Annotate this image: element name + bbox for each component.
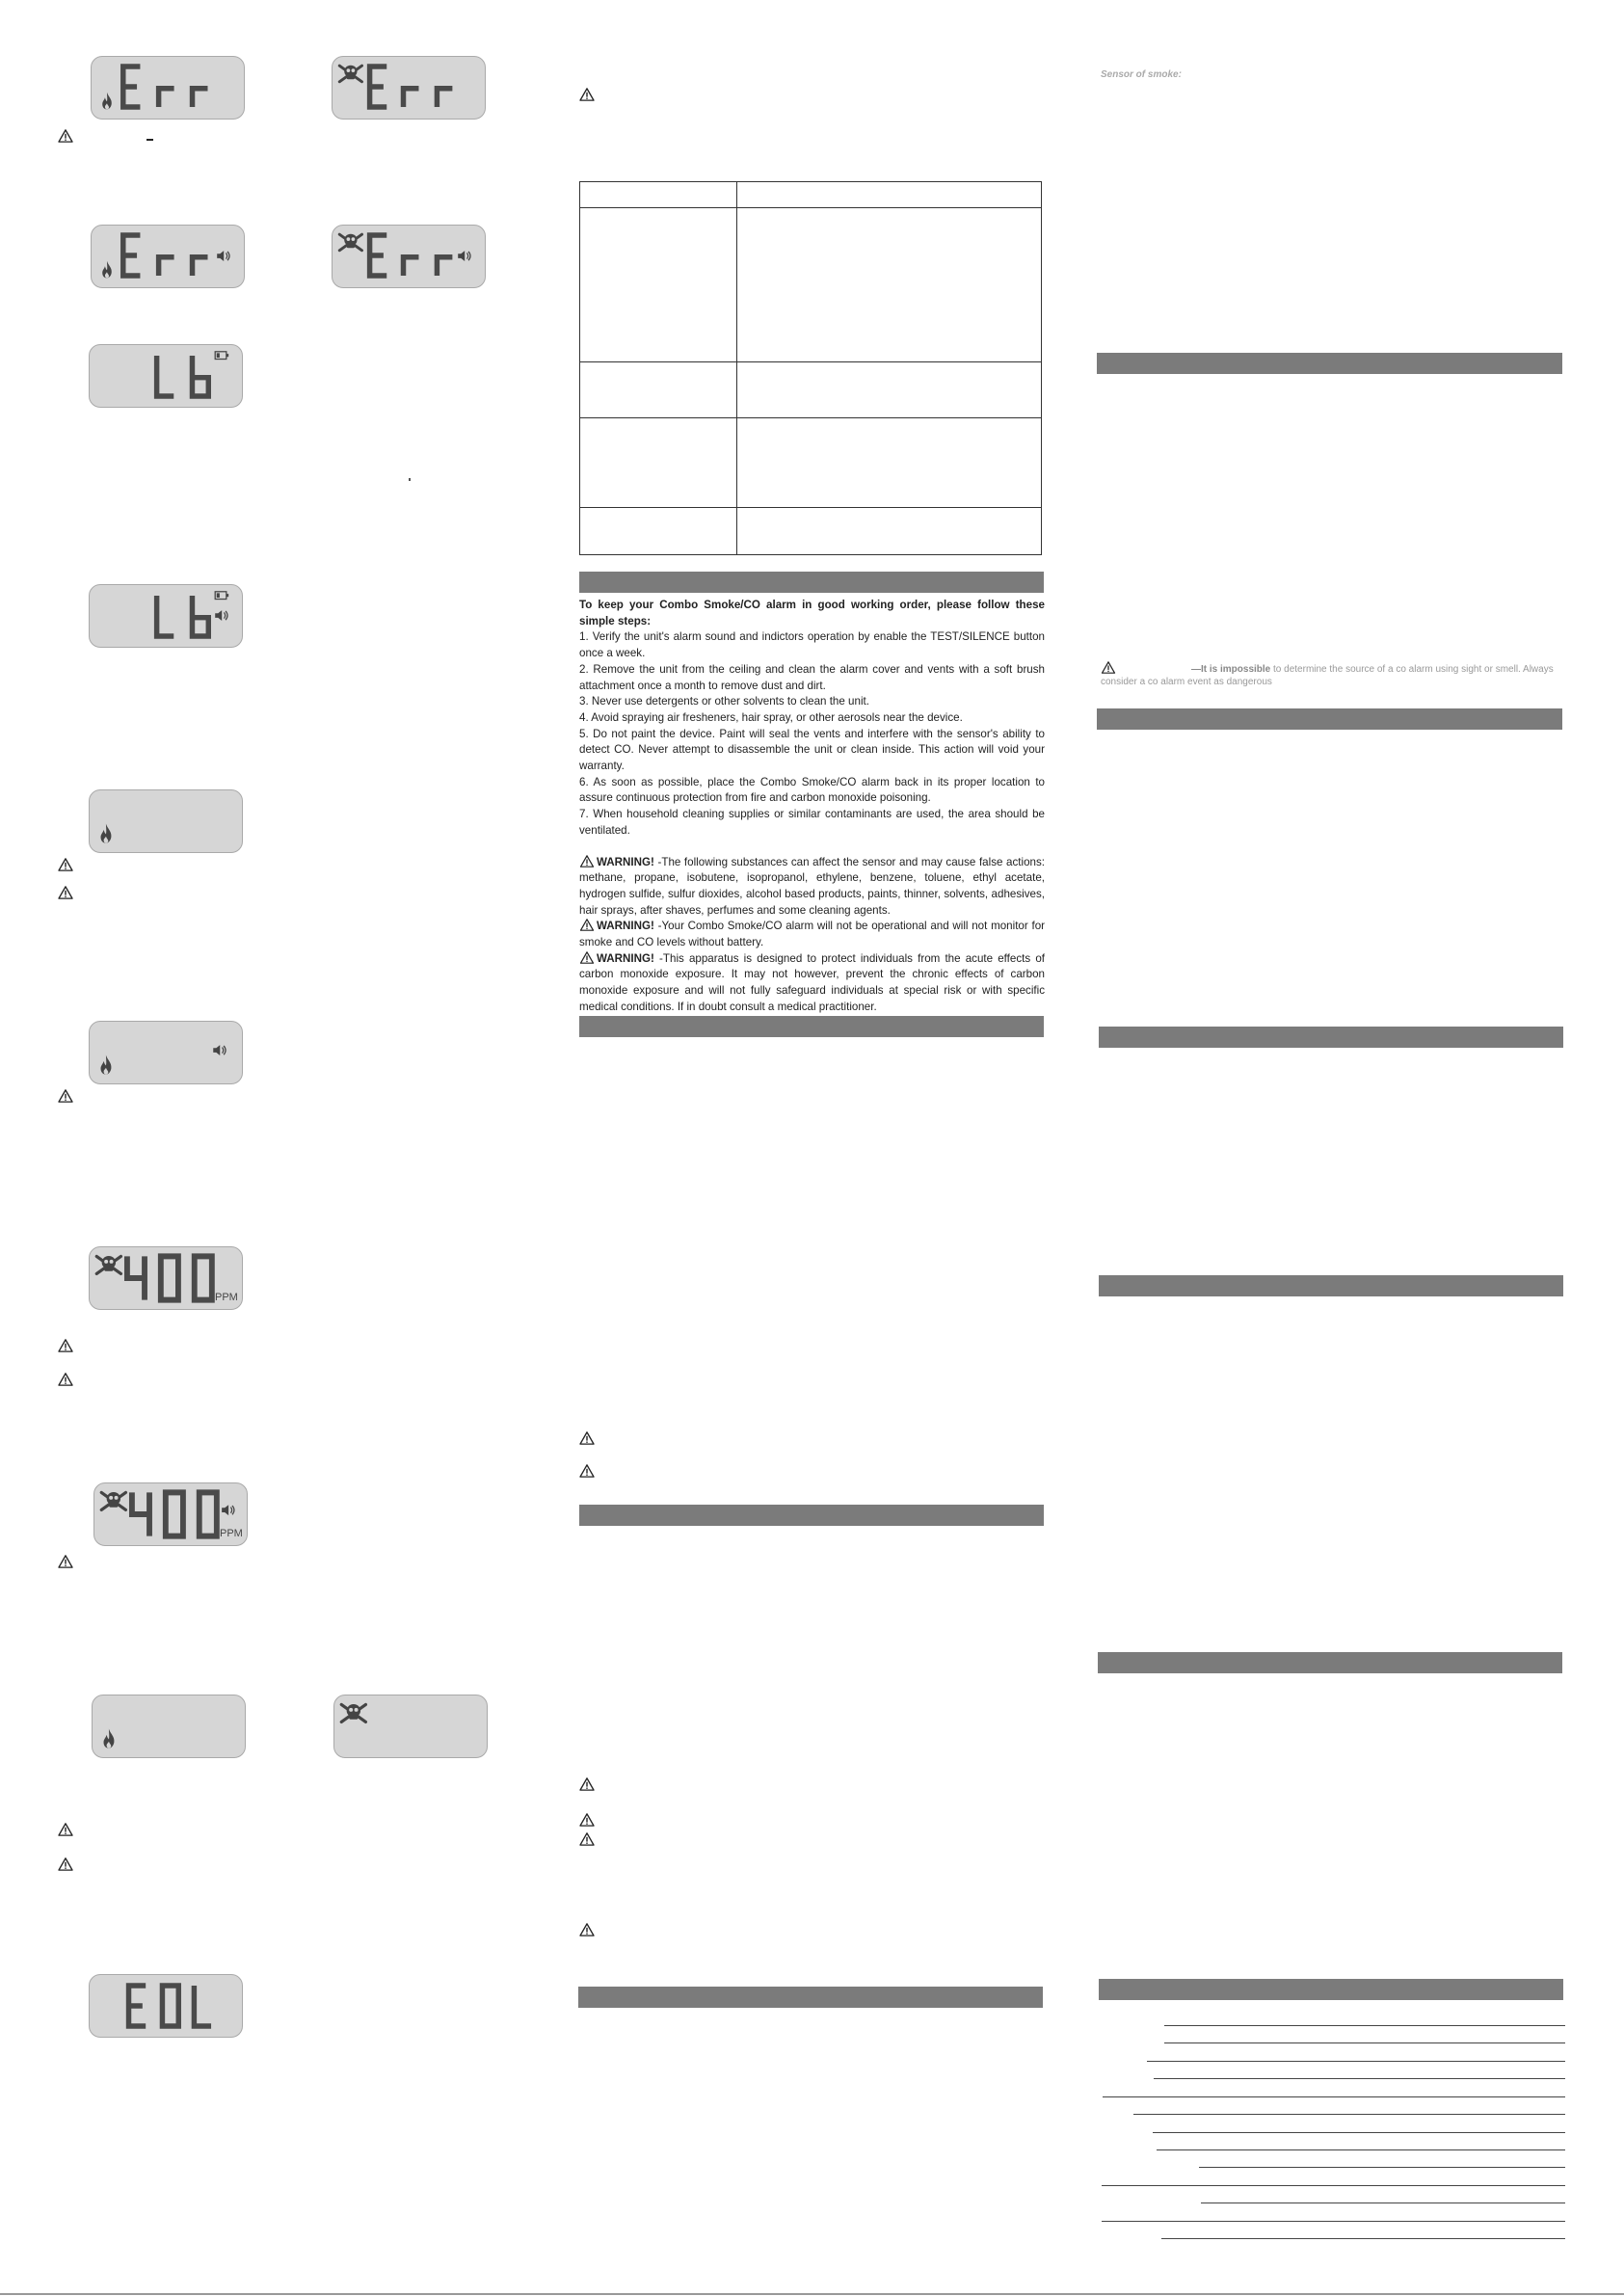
speaker-icon — [215, 610, 227, 621]
form-line — [1161, 2238, 1565, 2239]
warning-icon — [579, 1923, 595, 1936]
ppm-label: PPM — [220, 1528, 243, 1539]
battery-icon — [215, 352, 228, 360]
warning-icon — [58, 1339, 73, 1352]
lcd-co-400-silenced — [93, 1482, 248, 1546]
skull-icon — [101, 1492, 125, 1509]
maintenance-step: 5. Do not paint the device. Paint will seal the vents and interfere with the sensor's ability to detect CO. Never attempt to disassemble the unit or clean inside. This action will void your warranty. — [579, 727, 1045, 773]
maintenance-step: 1. Verify the unit's alarm sound and indictors operation by enable the TEST/SILENCE button once a week. — [579, 630, 1045, 660]
lcd-smoke-alarm-silenced — [89, 1021, 243, 1084]
flame-icon — [101, 824, 112, 843]
dash-mark — [146, 139, 153, 141]
warning-icon — [579, 88, 595, 101]
warning-icon — [58, 1857, 73, 1871]
speaker-icon — [217, 251, 229, 261]
warning-icon — [579, 1832, 595, 1846]
lcd-low-battery-silenced — [89, 584, 243, 648]
flame-icon — [102, 93, 112, 110]
maintenance-step: 2. Remove the unit from the ceiling and clean the alarm cover and vents with a soft brush attachment once a month to remove dust and dirt. — [579, 662, 1045, 692]
maintenance-step: 4. Avoid spraying air fresheners, hair spray, or other aerosols near the device. — [579, 710, 963, 724]
lcd-err-smoke — [91, 56, 245, 120]
section-bar — [1098, 1652, 1562, 1673]
form-line — [1103, 2096, 1565, 2097]
warning-icon — [58, 1373, 73, 1386]
troubleshooting-table — [579, 181, 1042, 555]
section-bar — [1099, 1979, 1563, 2000]
speaker-icon — [458, 251, 470, 261]
skull-icon — [339, 66, 361, 82]
section-bar — [579, 1505, 1044, 1526]
warning-icon — [58, 858, 73, 871]
lcd-smoke-blank — [92, 1695, 246, 1758]
section-bar — [1097, 708, 1562, 730]
form-line — [1199, 2167, 1565, 2168]
form-line — [1147, 2061, 1565, 2062]
maintenance-step: 3. Never use detergents or other solvents to clean the unit. — [579, 695, 869, 708]
section-bar — [1099, 1027, 1563, 1048]
section-bar — [1099, 1275, 1563, 1296]
speaker-icon — [213, 1045, 226, 1055]
maintenance-intro: To keep your Combo Smoke/CO alarm in good working order, please follow these simple steps: — [579, 599, 1045, 627]
form-line — [1164, 2042, 1565, 2043]
lcd-co-blank — [333, 1695, 488, 1758]
section-bar — [579, 1016, 1044, 1037]
sensor-of-smoke-label: Sensor of smoke: — [1101, 69, 1182, 80]
warning-icon — [579, 1813, 595, 1827]
warning-paragraph: WARNING! -Your Combo Smoke/CO alarm will not be operational and will not monitor for smoke and CO levels without battery. — [579, 920, 1045, 949]
warning-icon — [579, 1431, 595, 1445]
lcd-co-400 — [89, 1246, 243, 1310]
speaker-icon — [222, 1505, 234, 1515]
page-bottom-rule — [0, 2293, 1624, 2295]
flame-icon — [101, 1055, 112, 1075]
warning-icon — [58, 886, 73, 899]
warning-icon — [58, 1823, 73, 1836]
warning-icon — [58, 1089, 73, 1103]
warning-icon — [58, 1555, 73, 1568]
section-bar — [579, 572, 1044, 593]
form-line — [1154, 2078, 1565, 2079]
maintenance-text — [579, 598, 1045, 1016]
warning-paragraph: WARNING! -The following substances can affect the sensor and may cause false actions: methane, propane, isobutene, isopropanol, ethylene, benzene, toluene, ethyl acetate, hydrogen sulfide, sulfur dioxides, alcohol based products, paints, thinner, solvents, adhesives, hair sprays, after shaves, perfumes and some cleaning agents. — [579, 855, 1045, 917]
section-bar — [578, 1987, 1043, 2008]
skull-icon — [96, 1256, 120, 1273]
lcd-err-smoke-silenced — [91, 225, 245, 288]
warning-icon — [579, 1464, 595, 1478]
form-line — [1102, 2221, 1565, 2222]
maintenance-step: 7. When household cleaning supplies or similar contaminants are used, the area should be ventilated. — [579, 808, 1045, 837]
form-line — [1157, 2149, 1565, 2150]
warning-paragraph: WARNING! -This apparatus is designed to protect individuals from the acute effects of carbon monoxide exposure. It may not however, prevent the chronic effects of carbon monoxide exposure and will not fully safeguard individuals at special risk or with specific medical conditions. If in doubt consult a medical practitioner. — [579, 951, 1045, 1013]
maintenance-step: 6. As soon as possible, place the Combo Smoke/CO alarm back in its proper location to assure continuous protection from fire and carbon monoxide poisoning. — [579, 775, 1045, 805]
lcd-err-co — [332, 56, 486, 120]
warning-icon — [579, 1777, 595, 1791]
co-warning-note: —It is impossible to determine the source of a co alarm using sight or smell. Always consider a co alarm event as dangerous — [1101, 661, 1583, 688]
form-line — [1164, 2025, 1565, 2026]
form-line — [1153, 2132, 1565, 2133]
battery-icon — [215, 592, 228, 600]
flame-icon — [104, 1729, 115, 1749]
skull-icon — [339, 234, 361, 251]
lcd-low-battery — [89, 344, 243, 408]
flame-icon — [102, 261, 112, 279]
tick-mark — [409, 478, 411, 481]
ppm-label: PPM — [215, 1292, 238, 1303]
lcd-smoke-alarm — [89, 789, 243, 853]
form-line — [1133, 2114, 1565, 2115]
warning-icon — [58, 129, 73, 143]
lcd-err-co-silenced — [332, 225, 486, 288]
skull-icon — [341, 1704, 365, 1722]
form-line — [1102, 2185, 1565, 2186]
section-bar — [1097, 353, 1562, 374]
lcd-end-of-life — [89, 1974, 243, 2038]
